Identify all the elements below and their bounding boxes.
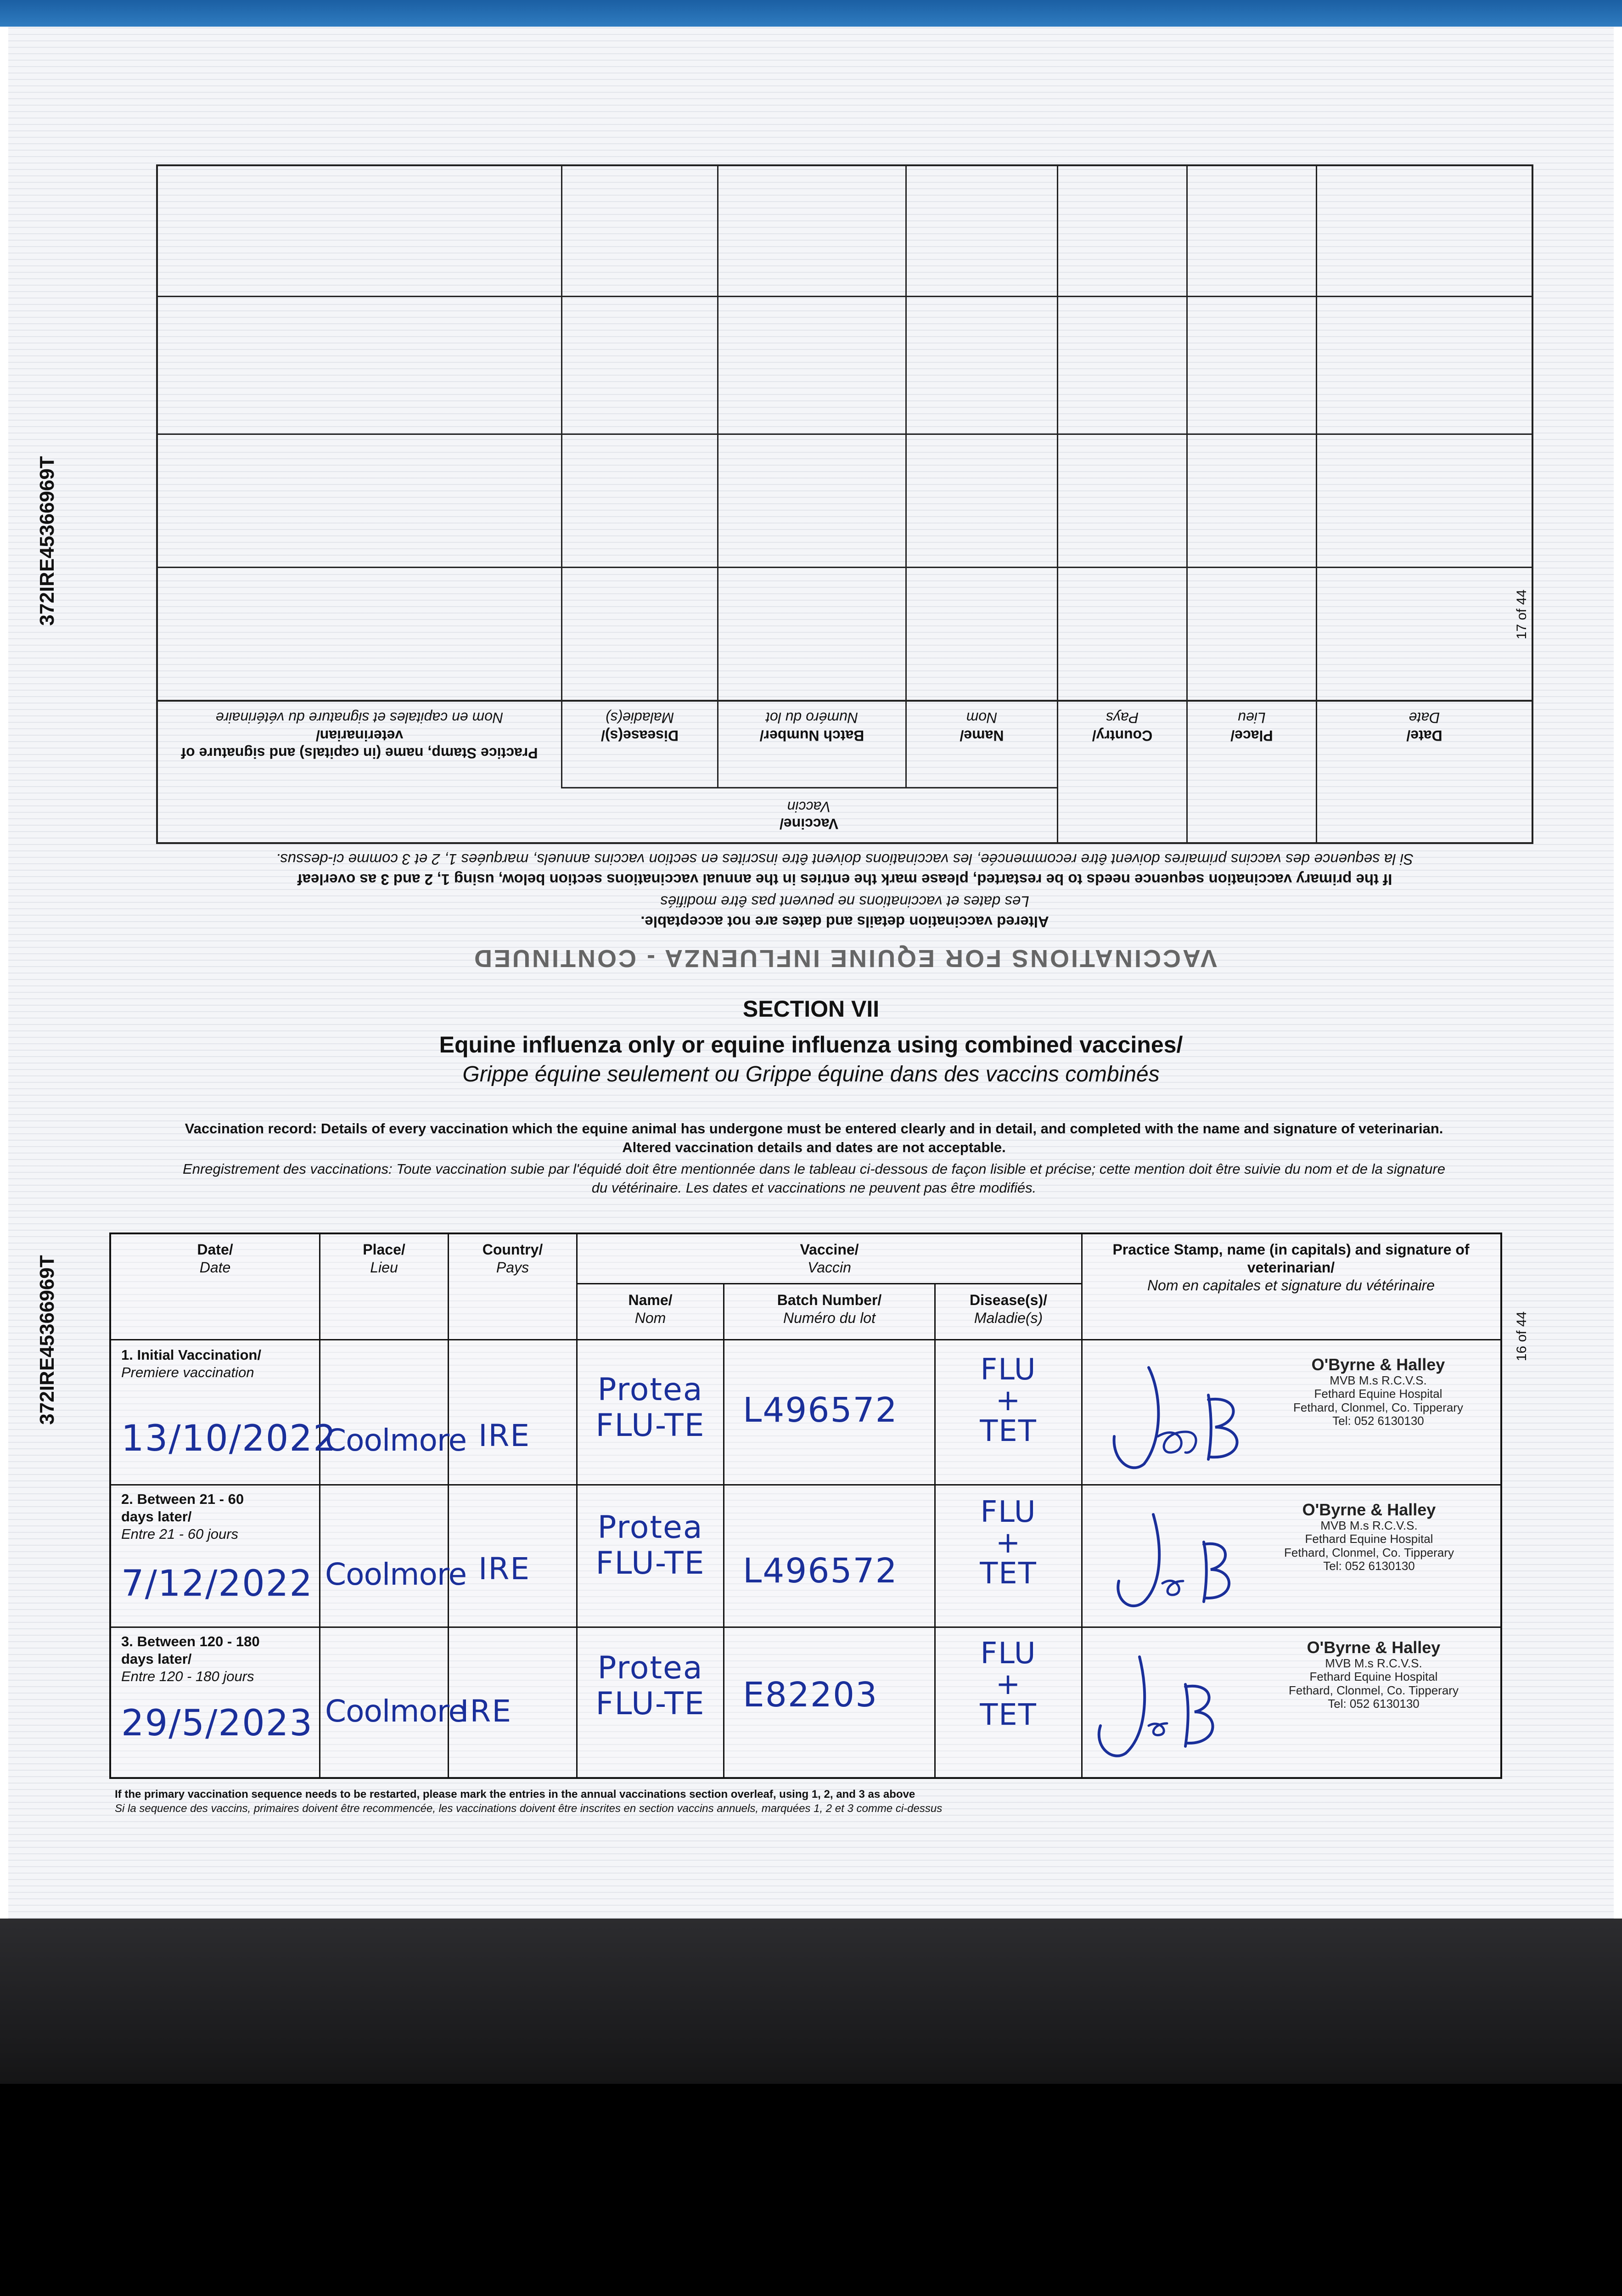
upper-cell[interactable] xyxy=(1186,296,1316,433)
scanner-background xyxy=(0,1919,1622,2084)
row-3-practice-stamp: O'Byrne & Halley MVB M.s R.C.V.S. Fethard Equine Hospital Fethard, Clonmel, Co. Tipperary Tel: 052 6130130 xyxy=(1289,1638,1459,1711)
upper-cell[interactable] xyxy=(561,433,717,567)
row-2-label: 2. Between 21 - 60 days later/ Entre 21 - 60 jours xyxy=(121,1491,244,1542)
upper-page-number: 17 of 44 xyxy=(1514,589,1529,640)
vaccination-table xyxy=(109,1232,1502,1779)
lower-horse-id: 372IRE45366969T xyxy=(36,1255,58,1425)
upper-header-name: Name/ Nom xyxy=(905,700,1057,787)
row-3-vaccine-name[interactable]: Protea FLU-TE xyxy=(595,1650,705,1722)
upper-vaccination-table xyxy=(156,164,1533,844)
row-3-batch-number[interactable]: E82203 xyxy=(743,1675,878,1715)
upper-section-title: VACCINATIONS FOR EQUINE INFLUENZA - CONTINUED xyxy=(472,945,1217,972)
row-1-country[interactable]: IRE xyxy=(478,1418,531,1453)
row-3-disease[interactable]: FLU + TET xyxy=(980,1637,1037,1733)
upper-cell[interactable] xyxy=(561,166,717,296)
row-3-date[interactable]: 29/5/2023 xyxy=(121,1703,313,1744)
upper-restart-note: If the primary vaccination sequence needs to be restarted, please mark the entries in the annual vaccinations section below, using 1, 2 and 3 as overleaf xyxy=(297,871,1392,888)
row-divider xyxy=(111,1339,1500,1340)
upper-cell[interactable] xyxy=(1057,433,1186,567)
upper-cell[interactable] xyxy=(717,433,905,567)
lower-page xyxy=(8,986,1614,1919)
upper-cell[interactable] xyxy=(158,567,561,700)
header-country: Country/ Pays xyxy=(482,1241,543,1276)
row-1-batch-number[interactable]: L496572 xyxy=(743,1390,898,1430)
scan-top-edge xyxy=(0,0,1622,27)
upper-cell[interactable] xyxy=(1186,166,1316,296)
instructions-fr: Enregistrement des vaccinations: Toute vaccination subie par l'équidé doit être mentionnée dans le tableau ci-dessous de façon lisible et précise; cette mention doit être suivie du nom et de la signature du vétérinaire. Les dates et vaccinations ne peuvent pas être modifiés. xyxy=(183,1161,1445,1196)
row-2-practice-stamp: O'Byrne & Halley MVB M.s R.C.V.S. Fethard Equine Hospital Fethard, Clonmel, Co. Tipperary Tel: 052 6130130 xyxy=(1284,1500,1454,1573)
upper-header-country: Country/ Pays xyxy=(1057,700,1186,842)
row-divider xyxy=(576,1283,1081,1284)
upper-cell[interactable] xyxy=(905,433,1057,567)
upper-page xyxy=(8,27,1614,986)
upper-altered-note: Altered vaccination details and dates are not acceptable. xyxy=(640,913,1049,930)
row-1-disease[interactable]: FLU + TET xyxy=(980,1353,1037,1449)
upper-cell[interactable] xyxy=(717,296,905,433)
row-2-disease[interactable]: FLU + TET xyxy=(980,1495,1037,1591)
upper-cell[interactable] xyxy=(1186,433,1316,567)
header-disease: Disease(s)/ Maladie(s) xyxy=(970,1292,1047,1327)
row-2-place[interactable]: Coolmore xyxy=(325,1557,467,1592)
upper-cell[interactable] xyxy=(905,567,1057,700)
upper-page-rotated-content xyxy=(8,27,1614,986)
row-2-batch-number[interactable]: L496572 xyxy=(743,1551,898,1591)
upper-restart-note-fr: Si la sequence des vaccins primaires doivent être recommencée, les vaccinations doivent être inscrites en section vaccins annuels, marquées 1, 2 et 3 comme ci-dessus. xyxy=(275,851,1414,868)
section-title: Equine influenza only or equine influenza using combined vaccines/ xyxy=(439,1032,1183,1058)
upper-cell[interactable] xyxy=(717,567,905,700)
upper-cell[interactable] xyxy=(158,166,561,296)
row-3-country[interactable]: IRE xyxy=(460,1694,512,1729)
upper-header-disease: Disease(s)/ Maladie(s) xyxy=(561,700,717,787)
upper-cell[interactable] xyxy=(561,296,717,433)
upper-cell[interactable] xyxy=(1186,567,1316,700)
upper-header-vaccine: Vaccine/ Vaccin xyxy=(561,787,1057,842)
upper-table-body xyxy=(158,166,1532,700)
upper-cell[interactable] xyxy=(1057,296,1186,433)
header-place: Place/ Lieu xyxy=(363,1241,405,1276)
row-2-vaccine-name[interactable]: Protea FLU-TE xyxy=(595,1509,705,1582)
row-1-label: 1. Initial Vaccination/ Premiere vaccination xyxy=(121,1347,261,1380)
upper-table-header xyxy=(158,700,1532,842)
upper-cell[interactable] xyxy=(158,433,561,567)
upper-horse-id: 372IRE45366969T xyxy=(36,456,58,626)
upper-cell[interactable] xyxy=(905,166,1057,296)
upper-header-date: Date/ Date xyxy=(1316,700,1532,842)
header-batch: Batch Number/ Numéro du lot xyxy=(777,1292,882,1327)
upper-cell[interactable] xyxy=(158,296,561,433)
section-title-fr: Grippe équine seulement ou Grippe équine dans des vaccins combinés xyxy=(462,1062,1160,1086)
upper-header-place: Place/ Lieu xyxy=(1186,700,1316,842)
upper-cell[interactable] xyxy=(717,166,905,296)
row-2-country[interactable]: IRE xyxy=(478,1551,531,1587)
col-divider xyxy=(319,1234,320,1777)
row-2-signature xyxy=(1094,1501,1259,1620)
upper-cell[interactable] xyxy=(1316,296,1532,433)
upper-header-stamp: Practice Stamp, name (in capitals) and signature of veterinarian/ Nom en capitales et signature du vétérinaire xyxy=(181,709,538,762)
header-vaccine: Vaccine/ Vaccin xyxy=(800,1241,859,1276)
scanner-background-black xyxy=(0,2084,1622,2296)
row-2-date[interactable]: 7/12/2022 xyxy=(121,1563,313,1604)
row-3-signature xyxy=(1080,1643,1245,1767)
upper-cell[interactable] xyxy=(1057,567,1186,700)
upper-cell[interactable] xyxy=(1316,433,1532,567)
row-1-practice-stamp: O'Byrne & Halley MVB M.s R.C.V.S. Fethard Equine Hospital Fethard, Clonmel, Co. Tipperary Tel: 052 6130130 xyxy=(1293,1355,1463,1428)
header-name: Name/ Nom xyxy=(628,1292,673,1327)
row-3-place[interactable]: Coolmore xyxy=(325,1694,467,1729)
col-divider xyxy=(723,1283,724,1777)
header-stamp: Practice Stamp, name (in capitals) and signature of veterinarian/ Nom en capitales et signature du vétérinaire xyxy=(1112,1241,1470,1294)
upper-cell[interactable] xyxy=(1316,166,1532,296)
row-divider xyxy=(111,1626,1500,1628)
row-1-vaccine-name[interactable]: Protea FLU-TE xyxy=(595,1372,705,1444)
upper-cell[interactable] xyxy=(1316,567,1532,700)
upper-cell[interactable] xyxy=(1057,166,1186,296)
footnote: If the primary vaccination sequence needs to be restarted, please mark the entries in the annual vaccinations section overleaf, using 1, 2, and 3 as above Si la sequence des vaccins, primaires doivent être recommencée, les vaccinations doivent être inscrites en section vaccins annuels, marquées 1, 2 et 3 comme ci-dessus xyxy=(115,1788,943,1815)
upper-cell[interactable] xyxy=(905,296,1057,433)
lower-page-number: 16 of 44 xyxy=(1514,1311,1529,1362)
row-divider xyxy=(111,1484,1500,1486)
instructions-en: Vaccination record: Details of every vaccination which the equine animal has undergone must be entered clearly and in detail, and completed with the name and signature of veterinarian. Altered vaccination details and dates are not acceptable. xyxy=(185,1120,1443,1155)
upper-altered-note-fr: Les dates et vaccinations ne peuvent pas être modifiés xyxy=(660,893,1029,910)
row-1-signature xyxy=(1094,1358,1259,1478)
row-1-date[interactable]: 13/10/2022 xyxy=(121,1418,337,1459)
section-heading: SECTION VII xyxy=(742,996,880,1022)
row-3-label: 3. Between 120 - 180 days later/ Entre 120 - 180 jours xyxy=(121,1633,260,1684)
row-1-place[interactable]: Coolmore xyxy=(325,1423,467,1458)
upper-header-batch: Batch Number/ Numéro du lot xyxy=(717,700,905,787)
header-date: Date/ Date xyxy=(197,1241,233,1276)
upper-cell[interactable] xyxy=(561,567,717,700)
